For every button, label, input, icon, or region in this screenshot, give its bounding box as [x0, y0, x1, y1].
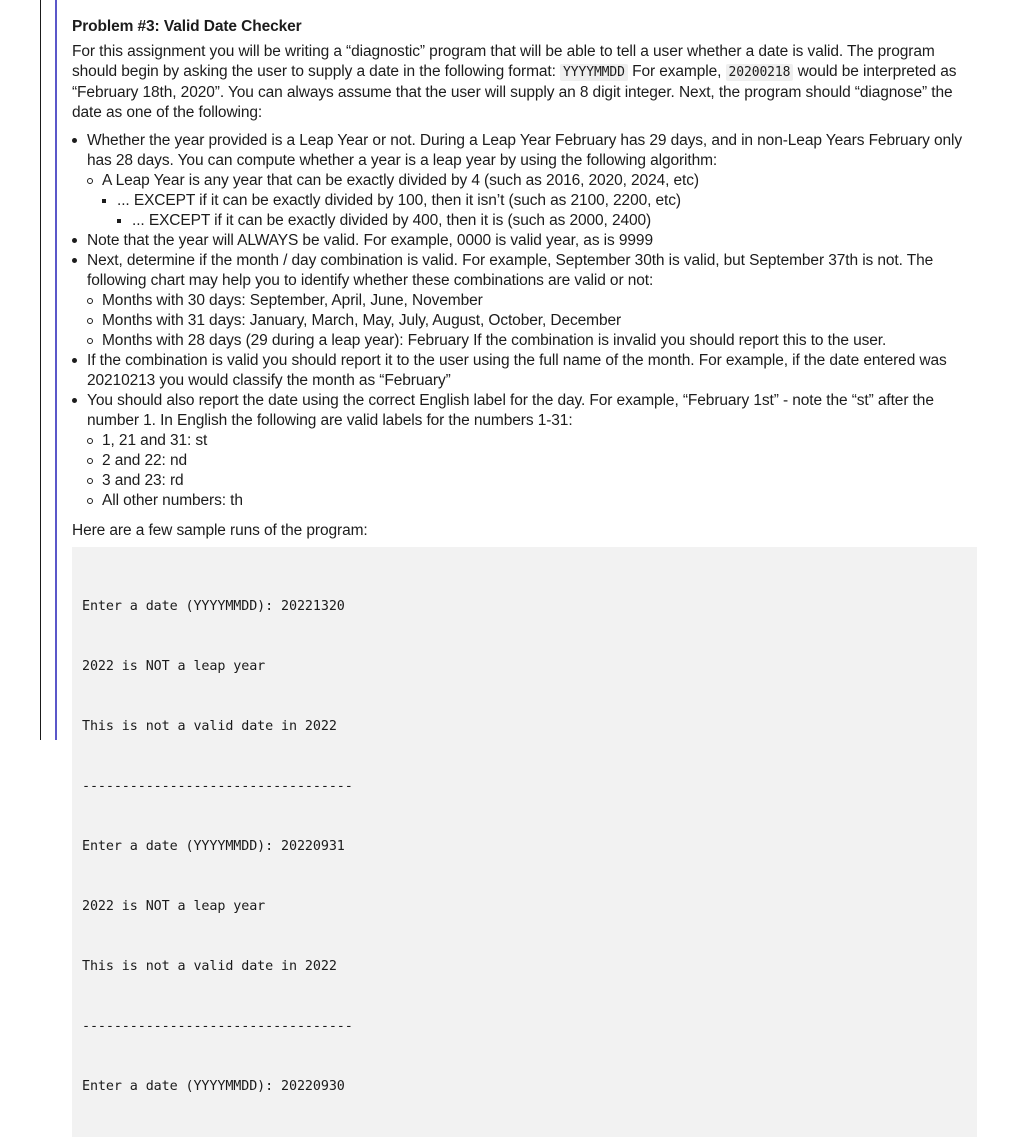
months-28-text: Months with 28 days (29 during a leap year): February If the combination is invalid you should report this to the user. [102, 332, 887, 349]
suffix-list [72, 431, 977, 511]
code-separator: ---------------------------------- [82, 779, 353, 794]
leap-except-400-text: ... EXCEPT if it can be exactly divided by 400, then it is (such as 2000, 2400) [132, 212, 652, 229]
months-30-text: Months with 30 days: September, April, June, November [102, 292, 483, 309]
code-line: This is not a valid date in 2022 [82, 719, 337, 734]
leap-rule-list [72, 171, 977, 191]
suffix-nd-text: 2 and 22: nd [102, 452, 187, 469]
months-31-text: Months with 31 days: January, March, May, July, August, October, December [102, 312, 622, 329]
circle-bullet-icon [87, 178, 93, 184]
code-line: 2022 is NOT a leap year [82, 899, 266, 914]
leap-rule-text: A Leap Year is any year that can be exactly divided by 4 (such as 2016, 2020, 2024, etc) [102, 172, 699, 189]
list-item [72, 491, 977, 511]
leap-except-list [72, 191, 977, 211]
list-item [72, 131, 977, 171]
assignment-content [72, 17, 977, 1137]
report-day-text: You should also report the date using the correct English label for the day. For example, “February 1st” - note the “st” after the number 1. In English the following are valid labels for the numbers 1-31: [87, 392, 934, 429]
list-item [72, 311, 977, 331]
diagnosis-list-continued [72, 231, 977, 291]
diagnosis-list [72, 131, 977, 171]
code-separator: ---------------------------------- [82, 1019, 353, 1034]
report-month-text: If the combination is valid you should report it to the user using the full name of the month. For example, if the date entered was 20210213 you would classify the month as “February” [87, 352, 947, 389]
bullet-icon [72, 138, 77, 143]
list-item [72, 191, 977, 211]
list-item [72, 391, 977, 431]
leap-except-nested-list [72, 211, 977, 231]
month-days-list [72, 291, 977, 351]
list-item [72, 211, 977, 231]
left-accent-bar [55, 0, 57, 740]
suffix-rd-text: 3 and 23: rd [102, 472, 184, 489]
list-item [72, 231, 977, 251]
format-code: YYYYMMDD [560, 64, 628, 81]
circle-bullet-icon [87, 498, 93, 504]
list-item [72, 351, 977, 391]
leap-except-100-text: ... EXCEPT if it can be exactly divided by 100, then it isn’t (such as 2100, 2200, etc) [117, 192, 681, 209]
circle-bullet-icon [87, 458, 93, 464]
square-bullet-icon [117, 219, 121, 223]
code-line: 2022 is NOT a leap year [82, 659, 266, 674]
list-item [72, 291, 977, 311]
intro-text-2: For example, [627, 63, 726, 80]
list-item [72, 471, 977, 491]
code-line: Enter a date (YYYYMMDD): 20220930 [82, 1079, 345, 1094]
circle-bullet-icon [87, 438, 93, 444]
bullet-icon [72, 238, 77, 243]
list-item [72, 251, 977, 291]
sample-runs-code-block [72, 547, 977, 1137]
list-item [72, 171, 977, 191]
example-code: 20200218 [726, 64, 794, 81]
year-valid-text: Note that the year will ALWAYS be valid. For example, 0000 is valid year, as is 9999 [87, 232, 653, 249]
code-line: Enter a date (YYYYMMDD): 20220931 [82, 839, 345, 854]
report-list [72, 351, 977, 431]
circle-bullet-icon [87, 298, 93, 304]
month-day-text: Next, determine if the month / day combination is valid. For example, September 30th is valid, but September 37th is not. The following chart may help you to identify whether these combinations are valid or not: [87, 252, 934, 289]
left-edge-line [40, 0, 41, 740]
suffix-st-text: 1, 21 and 31: st [102, 432, 208, 449]
list-item [72, 451, 977, 471]
suffix-th-text: All other numbers: th [102, 492, 243, 509]
intro-text-3: would be interpreted as “February 18th, 2020”. You can always assume that the user will supply an 8 digit integer. Next, the program should “diagnose” the date as one of the following: [72, 63, 957, 121]
list-item [72, 331, 977, 351]
circle-bullet-icon [87, 318, 93, 324]
leap-year-text: Whether the year provided is a Leap Year or not. During a Leap Year February has 29 days, and in non-Leap Years February only has 28 days. You can compute whether a year is a leap year by using the following algorithm: [87, 132, 963, 169]
bullet-icon [72, 398, 77, 403]
code-line: Enter a date (YYYYMMDD): 20221320 [82, 599, 345, 614]
bullet-icon [72, 358, 77, 363]
problem-title: Problem #3: Valid Date Checker [72, 18, 302, 35]
bullet-icon [72, 258, 77, 263]
list-item [72, 431, 977, 451]
intro-text-1: For this assignment you will be writing a “diagnostic” program that will be able to tell a user whether a date is valid. The program should begin by asking the user to supply a date in the following format: [72, 43, 935, 80]
code-line: This is not a valid date in 2022 [82, 959, 337, 974]
square-bullet-icon [102, 199, 106, 203]
circle-bullet-icon [87, 338, 93, 344]
samples-label: Here are a few sample runs of the program: [72, 522, 368, 539]
intro-paragraph [72, 42, 977, 123]
circle-bullet-icon [87, 478, 93, 484]
